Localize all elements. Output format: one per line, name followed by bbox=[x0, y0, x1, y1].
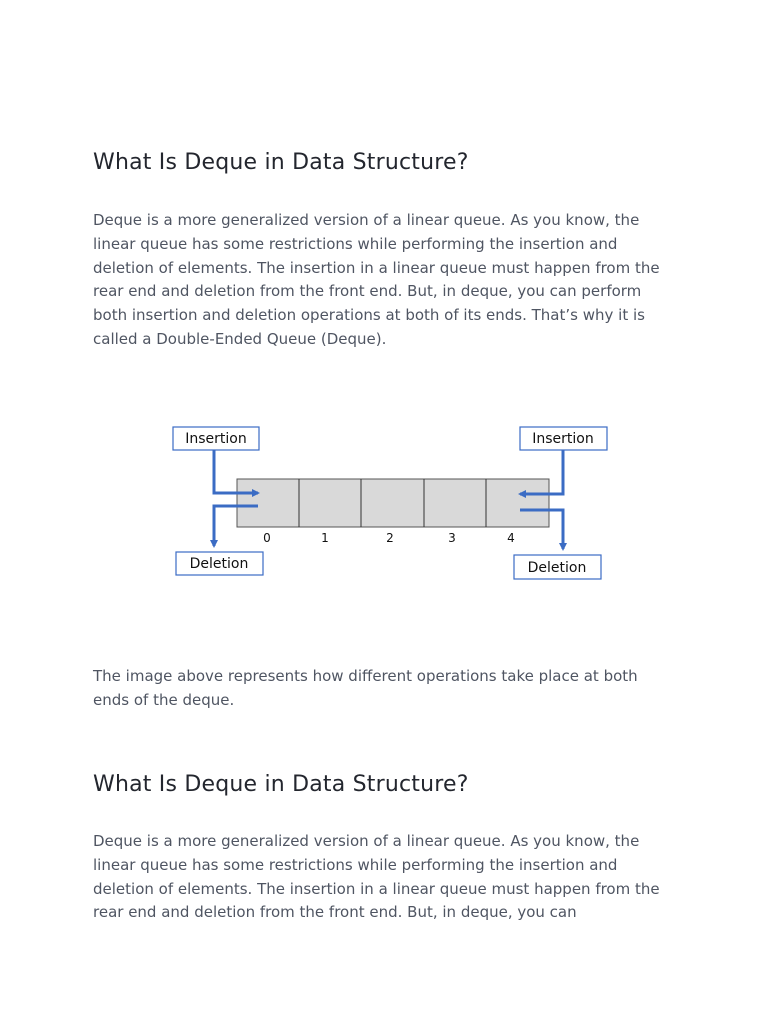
left-deletion-label: Deletion bbox=[189, 556, 249, 572]
cell-index-3: 3 bbox=[448, 531, 456, 545]
section-paragraph-2: Deque is a more generalized version of a linear queue. As you know, the linear queue has some restrictions while performing the insertion and deletion of elements. The insertion in a linear queue must happen from the rear end and deletion from the front end. But, in deque, you can bbox=[93, 832, 660, 922]
deque-array bbox=[237, 479, 549, 527]
section-paragraph-1: Deque is a more generalized version of a linear queue. As you know, the linear queue has some restrictions while performing the insertion and deletion of elements. The insertion in a linear queue must happen from the rear end and deletion from the front end. But, in deque, you can perform both insertion and deletion operations at both of its ends. That’s why it is called a Double-Ended Queue (Deque). bbox=[93, 211, 660, 348]
deque-diagram bbox=[168, 420, 618, 590]
cell-index-2: 2 bbox=[386, 531, 394, 545]
deque-array-body bbox=[237, 479, 549, 527]
section-heading-2: What Is Deque in Data Structure? bbox=[93, 772, 469, 797]
cell-index-1: 1 bbox=[321, 531, 329, 545]
diagram-caption: The image above represents how different operations take place at both ends of the deque. bbox=[93, 667, 638, 709]
right-insertion-label: Insertion bbox=[532, 431, 594, 447]
cell-index-4: 4 bbox=[507, 531, 515, 545]
left-insertion-label: Insertion bbox=[185, 431, 247, 447]
section-heading-1: What Is Deque in Data Structure? bbox=[93, 150, 469, 175]
cell-index-0: 0 bbox=[263, 531, 271, 545]
right-deletion-label: Deletion bbox=[527, 560, 587, 576]
